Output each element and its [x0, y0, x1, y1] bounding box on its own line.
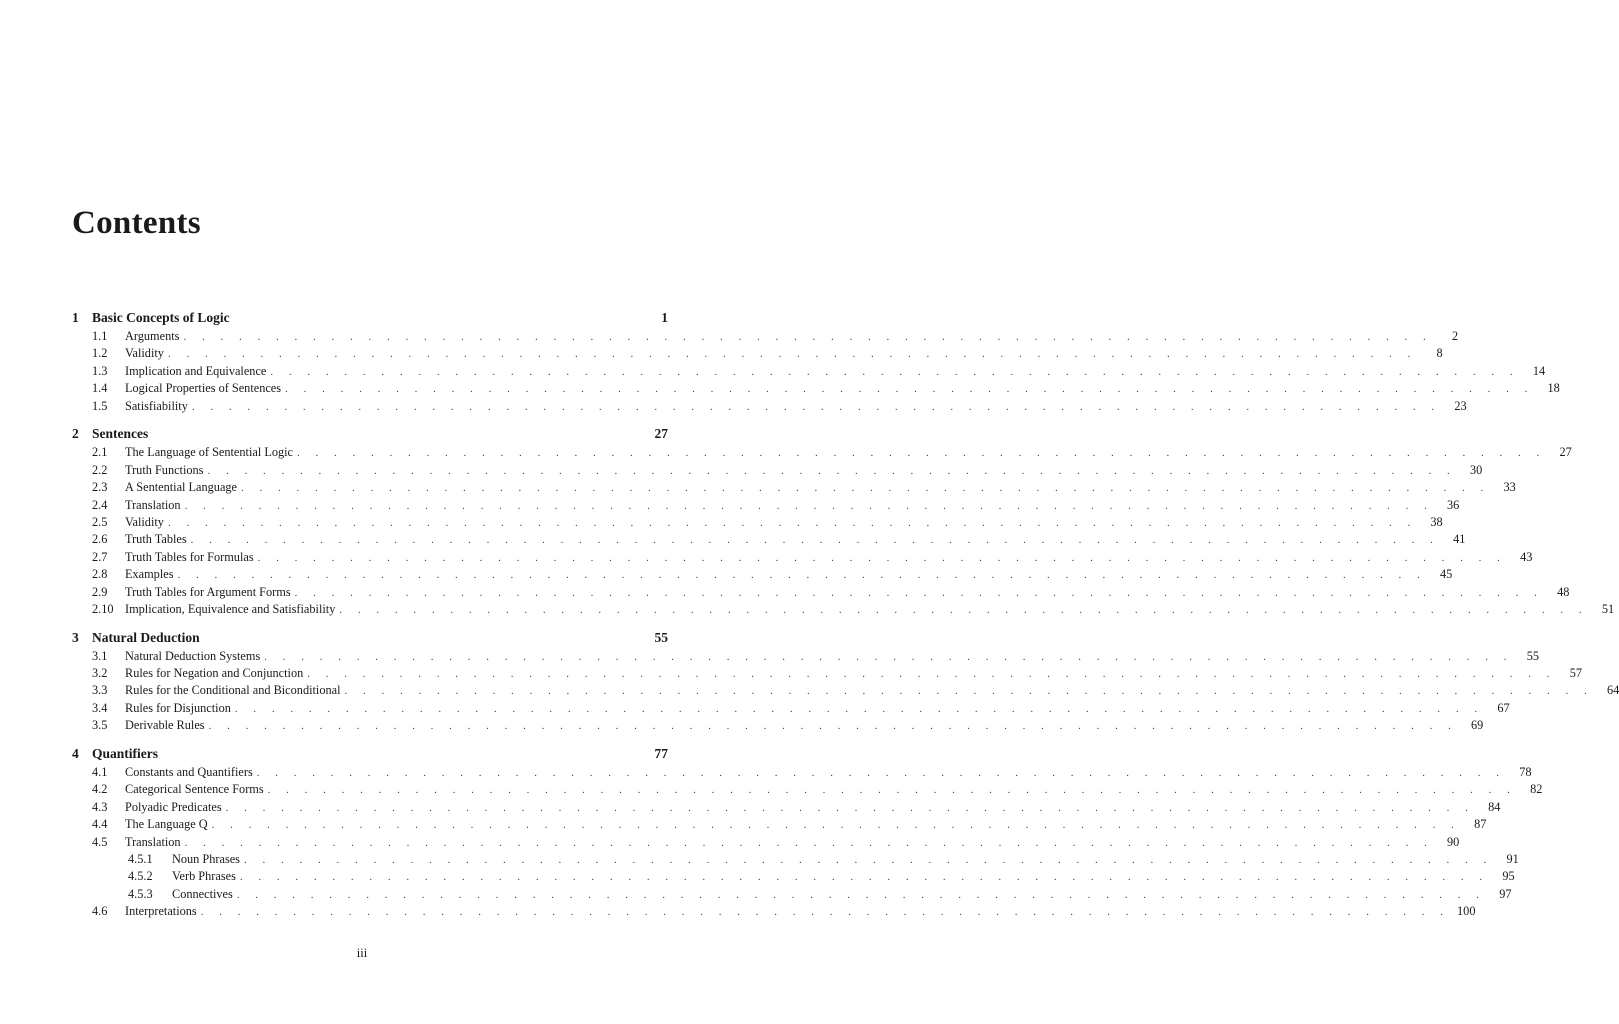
- chapter-number: 4: [72, 745, 79, 761]
- section-entry[interactable]: [72, 782, 1543, 799]
- section-number: 4.1: [92, 764, 108, 779]
- dot-leader: . . . . . . . . . . . . . . . . . . . . . . . . . . . . . . . . . . . . . . . . . . . . . . . . . . . . . . . . . . . . . . . . . . . .: [177, 569, 1427, 582]
- section-page: 95: [1502, 869, 1515, 884]
- dot-leader: . . . . . . . . . . . . . . . . . . . . . . . . . . . . . . . . . . . . . . . . . . . . . . . . . . . . . . . . . . . . . . . . . . . .: [256, 766, 1506, 779]
- section-entry[interactable]: [72, 834, 1460, 852]
- section-entry[interactable]: [72, 497, 1460, 515]
- section-title: Derivable Rules: [125, 718, 205, 733]
- section-title: The Language of Sentential Logic: [125, 445, 293, 460]
- section-title: Logical Properties of Sentences: [125, 381, 282, 396]
- section-number: 4.5: [92, 834, 108, 849]
- section-title: Rules for Negation and Conjunction: [125, 666, 304, 680]
- dot-leader: . . . . . . . . . . . . . . . . . . . . . . . . . . . . . . . . . . . . . . . . . . . . . . . . . . . . . . . . . . . . . . . . . . . .: [239, 871, 1489, 884]
- chapter-page: 77: [654, 745, 668, 761]
- section-title: Translation: [125, 834, 181, 849]
- dot-leader: . . . . . . . . . . . . . . . . . . . . . . . . . . . . . . . . . . . . . . . . . . . . . . . . . . . . . . . . . . . . . . . . . . . .: [208, 720, 1458, 733]
- chapter-entry[interactable]: [72, 310, 668, 329]
- dot-leader: . . . . . . . . . . . . . . . . . . . . . . . . . . . . . . . . . . . . . . . . . . . . . . . . . . . . . . . . . . . . . . . . . . . .: [236, 888, 1486, 901]
- section-page: 30: [1469, 462, 1483, 477]
- section-title: Examples: [125, 567, 174, 582]
- dot-leader: . . . . . . . . . . . . . . . . . . . . . . . . . . . . . . . . . . . . . . . . . . . . . . . . . . . . . . . . . . . . . . . . . . . .: [241, 482, 1490, 495]
- chapter-entry[interactable]: [72, 630, 668, 649]
- section-entry[interactable]: [72, 381, 1560, 398]
- section-number: 2.1: [92, 445, 108, 460]
- section-number: 2.3: [92, 480, 108, 495]
- section-entry[interactable]: [72, 666, 1583, 683]
- section-number: 1.4: [92, 381, 108, 396]
- section-page: 67: [1497, 700, 1510, 715]
- chapter-page: 55: [654, 629, 668, 645]
- chapter-block: [72, 745, 1543, 922]
- section-number: 3.2: [92, 666, 108, 680]
- section-page: 33: [1503, 480, 1516, 495]
- section-page: 41: [1453, 532, 1466, 547]
- section-entry[interactable]: [72, 532, 1466, 549]
- dot-leader: . . . . . . . . . . . . . . . . . . . . . . . . . . . . . . . . . . . . . . . . . . . . . . . . . . . . . . . . . . . . . . . . . . . .: [285, 383, 1534, 396]
- section-page: 51: [1601, 602, 1615, 617]
- section-number: 2.2: [92, 462, 108, 477]
- section-title: Noun Phrases: [172, 851, 240, 866]
- section-entry[interactable]: [72, 700, 1510, 718]
- section-page: 8: [1436, 346, 1443, 361]
- section-entry[interactable]: [72, 764, 1532, 782]
- section-number: 2.5: [92, 514, 108, 529]
- section-number: 2.9: [92, 584, 108, 599]
- dot-leader: . . . . . . . . . . . . . . . . . . . . . . . . . . . . . . . . . . . . . . . . . . . . . . . . . . . . . . . . . . . . . . . . . . . .: [200, 906, 1450, 919]
- section-entry[interactable]: [72, 329, 1459, 346]
- dot-leader: . . . . . . . . . . . . . . . . . . . . . . . . . . . . . . . . . . . . . . . . . . . . . . . . . . . . . . . . . . . . . . . . . . . .: [264, 650, 1513, 663]
- section-page: 91: [1506, 851, 1519, 866]
- section-title: Truth Tables: [125, 532, 187, 547]
- section-entry[interactable]: [72, 817, 1487, 834]
- section-number: 1.2: [92, 346, 108, 361]
- section-title: Truth Tables for Formulas: [125, 549, 254, 564]
- dot-leader: . . . . . . . . . . . . . . . . . . . . . . . . . . . . . . . . . . . . . . . . . . . . . . . . . . . . . . . . . . . . . . . . . . . .: [307, 668, 1557, 680]
- subsection-entry[interactable]: [72, 851, 1519, 869]
- section-entry[interactable]: [72, 549, 1533, 567]
- dot-leader: . . . . . . . . . . . . . . . . . . . . . . . . . . . . . . . . . . . . . . . . . . . . . . . . . . . . . . . . . . . . . . . . . . . .: [267, 784, 1517, 797]
- chapter-block: [72, 310, 1560, 416]
- dot-leader: . . . . . . . . . . . . . . . . . . . . . . . . . . . . . . . . . . . . . . . . . . . . . . . . . . . . . . . . . . . . . . . . . . . .: [207, 464, 1457, 477]
- dot-leader: . . . . . . . . . . . . . . . . . . . . . . . . . . . . . . . . . . . . . . . . . . . . . . . . . . . . . . . . . . . . . . . . . . . .: [297, 447, 1546, 460]
- section-title: Truth Tables for Argument Forms: [125, 584, 291, 599]
- section-title: The Language Q: [125, 817, 208, 832]
- chapter-title: Basic Concepts of Logic: [92, 310, 230, 325]
- section-page: 84: [1488, 799, 1501, 814]
- table-of-contents: [72, 310, 1619, 932]
- chapter-title: Natural Deduction: [92, 629, 200, 645]
- section-page: 43: [1520, 549, 1533, 564]
- section-page: 90: [1447, 834, 1460, 849]
- section-entry[interactable]: [72, 514, 1443, 532]
- section-entry[interactable]: [72, 584, 1570, 602]
- section-entry[interactable]: [72, 445, 1572, 462]
- section-page: 27: [1559, 445, 1572, 460]
- section-title: Connectives: [172, 886, 233, 901]
- section-title: Arguments: [125, 329, 180, 343]
- section-entry[interactable]: [72, 718, 1484, 735]
- section-number: 1.1: [92, 329, 108, 343]
- section-title: Verb Phrases: [172, 869, 236, 884]
- section-number: 4.5.1: [128, 851, 153, 866]
- dot-leader: . . . . . . . . . . . . . . . . . . . . . . . . . . . . . . . . . . . . . . . . . . . . . . . . . . . . . . . . . . . . . . . . . . . .: [257, 551, 1507, 564]
- section-page: 69: [1471, 718, 1484, 733]
- section-number: 2.8: [92, 567, 108, 582]
- section-page: 100: [1457, 904, 1476, 919]
- section-page: 97: [1499, 886, 1512, 901]
- dot-leader: . . . . . . . . . . . . . . . . . . . . . . . . . . . . . . . . . . . . . . . . . . . . . . . . . . . . . . . . . . . . . . . . . . . .: [294, 586, 1544, 599]
- section-page: 36: [1447, 497, 1460, 512]
- dot-leader: . . . . . . . . . . . . . . . . . . . . . . . . . . . . . . . . . . . . . . . . . . . . . . . . . . . . . . . . . . . . . . . . . . . .: [344, 685, 1594, 698]
- section-page: 87: [1474, 817, 1487, 832]
- section-page: 64: [1606, 683, 1619, 698]
- section-entry[interactable]: [72, 462, 1483, 480]
- chapter-block: [72, 426, 1615, 619]
- dot-leader: . . . . . . . . . . . . . . . . . . . . . . . . . . . . . . . . . . . . . . . . . . . . . . . . . . . . . . . . . . . . . . . . . . . .: [184, 499, 1434, 512]
- section-title: Truth Functions: [125, 462, 204, 477]
- section-number: 1.3: [92, 363, 108, 378]
- section-page: 2: [1452, 329, 1459, 343]
- section-title: Validity: [125, 346, 164, 361]
- section-title: A Sentential Language: [125, 480, 238, 495]
- section-number: 4.4: [92, 817, 108, 832]
- section-entry[interactable]: [72, 363, 1546, 381]
- section-page: 45: [1439, 567, 1453, 582]
- section-number: 2.10: [92, 602, 114, 617]
- dot-leader: . . . . . . . . . . . . . . . . . . . . . . . . . . . . . . . . . . . . . . . . . . . . . . . . . . . . . . . . . . . . . . . . . . . .: [211, 819, 1461, 832]
- subsection-entry[interactable]: [72, 886, 1512, 904]
- dot-leader: . . . . . . . . . . . . . . . . . . . . . . . . . . . . . . . . . . . . . . . . . . . . . . . . . . . . . . . . . . . . . . . . . . . .: [234, 702, 1484, 715]
- section-number: 1.5: [92, 398, 108, 413]
- section-number: 3.5: [92, 718, 108, 733]
- section-entry[interactable]: [72, 799, 1501, 817]
- section-entry[interactable]: [72, 567, 1453, 584]
- section-page: 78: [1519, 764, 1532, 779]
- section-entry[interactable]: [72, 480, 1516, 497]
- section-title: Rules for the Conditional and Biconditional: [125, 683, 341, 698]
- section-number: 2.4: [92, 497, 108, 512]
- section-title: Satisfiability: [125, 398, 188, 413]
- dot-leader: . . . . . . . . . . . . . . . . . . . . . . . . . . . . . . . . . . . . . . . . . . . . . . . . . . . . . . . . . . . . . . . . . . . .: [190, 534, 1440, 547]
- section-number: 4.5.3: [128, 886, 153, 901]
- section-number: 4.6: [92, 904, 108, 919]
- section-page: 18: [1547, 381, 1560, 396]
- dot-leader: . . . . . . . . . . . . . . . . . . . . . . . . . . . . . . . . . . . . . . . . . . . . . . . . . . . . . . . . . . . . . . . . . . . .: [270, 365, 1520, 378]
- dot-leader: . . . . . . . . . . . . . . . . . . . . . . . . . . . . . . . . . . . . . . . . . . . . . . . . . . . . . . . . . . . . . . . . . . . .: [184, 836, 1434, 849]
- section-number: 4.5.2: [128, 869, 153, 884]
- section-entry[interactable]: [72, 346, 1443, 363]
- section-title: Implication, Equivalence and Satisfiability: [125, 602, 336, 617]
- section-entry[interactable]: [72, 398, 1467, 416]
- section-number: 2.7: [92, 549, 108, 564]
- section-number: 4.2: [92, 782, 108, 797]
- page-number: iii: [356, 946, 368, 960]
- dot-leader: . . . . . . . . . . . . . . . . . . . . . . . . . . . . . . . . . . . . . . . . . . . . . . . . . . . . . . . . . . . . . . . . . . . .: [225, 801, 1475, 814]
- chapter-page: 27: [654, 426, 668, 442]
- section-title: Polyadic Predicates: [125, 799, 222, 814]
- section-page: 48: [1557, 584, 1570, 599]
- dot-leader: . . . . . . . . . . . . . . . . . . . . . . . . . . . . . . . . . . . . . . . . . . . . . . . . . . . . . . . . . . . . . . . . . . . .: [243, 853, 1493, 866]
- section-title: Interpretations: [125, 904, 197, 919]
- section-number: 3.4: [92, 700, 108, 715]
- section-title: Rules for Disjunction: [125, 700, 231, 715]
- section-number: 2.6: [92, 532, 108, 547]
- section-entry[interactable]: [72, 904, 1476, 921]
- dot-leader: . . . . . . . . . . . . . . . . . . . . . . . . . . . . . . . . . . . . . . . . . . . . . . . . . . . . . . . . . . . . . . . . . . . .: [191, 400, 1441, 413]
- chapter-number: 2: [72, 426, 79, 442]
- section-number: 3.3: [92, 683, 108, 698]
- chapter-number: 3: [72, 629, 79, 645]
- section-entry[interactable]: [72, 683, 1619, 700]
- section-page: 57: [1569, 666, 1583, 680]
- section-page: 14: [1532, 363, 1546, 378]
- section-entry[interactable]: [72, 602, 1615, 619]
- section-title: Translation: [125, 497, 181, 512]
- section-entry[interactable]: [72, 648, 1539, 666]
- section-title: Validity: [125, 514, 164, 529]
- section-number: 4.3: [92, 799, 108, 814]
- section-page: 38: [1430, 514, 1443, 529]
- dot-leader: . . . . . . . . . . . . . . . . . . . . . . . . . . . . . . . . . . . . . . . . . . . . . . . . . . . . . . . . . . . . . . . . . . . .: [339, 604, 1589, 617]
- section-page: 23: [1454, 398, 1467, 413]
- section-page: 82: [1530, 782, 1543, 797]
- dot-leader: . . . . . . . . . . . . . . . . . . . . . . . . . . . . . . . . . . . . . . . . . . . . . . . . . . . . . . . . . . . . . . . . . . . .: [183, 331, 1433, 343]
- section-number: 3.1: [92, 648, 108, 663]
- section-title: Implication and Equivalence: [125, 363, 267, 378]
- chapter-entry[interactable]: [72, 746, 668, 765]
- chapter-title: Sentences: [92, 426, 149, 442]
- chapter-entry[interactable]: [72, 426, 668, 445]
- chapter-page: 1: [661, 310, 668, 325]
- chapter-block: [72, 629, 1619, 736]
- section-title: Natural Deduction Systems: [125, 648, 261, 663]
- section-page: 55: [1526, 648, 1539, 663]
- page-title: Contents: [72, 205, 201, 241]
- subsection-entry[interactable]: [72, 869, 1515, 886]
- chapter-title: Quantifiers: [92, 745, 158, 761]
- section-title: Categorical Sentence Forms: [125, 782, 264, 797]
- dot-leader: . . . . . . . . . . . . . . . . . . . . . . . . . . . . . . . . . . . . . . . . . . . . . . . . . . . . . . . . . . . . . . . . . . . .: [167, 348, 1417, 361]
- section-title: Constants and Quantifiers: [125, 764, 253, 779]
- chapter-number: 1: [72, 310, 79, 325]
- dot-leader: . . . . . . . . . . . . . . . . . . . . . . . . . . . . . . . . . . . . . . . . . . . . . . . . . . . . . . . . . . . . . . . . . . . .: [167, 516, 1417, 529]
